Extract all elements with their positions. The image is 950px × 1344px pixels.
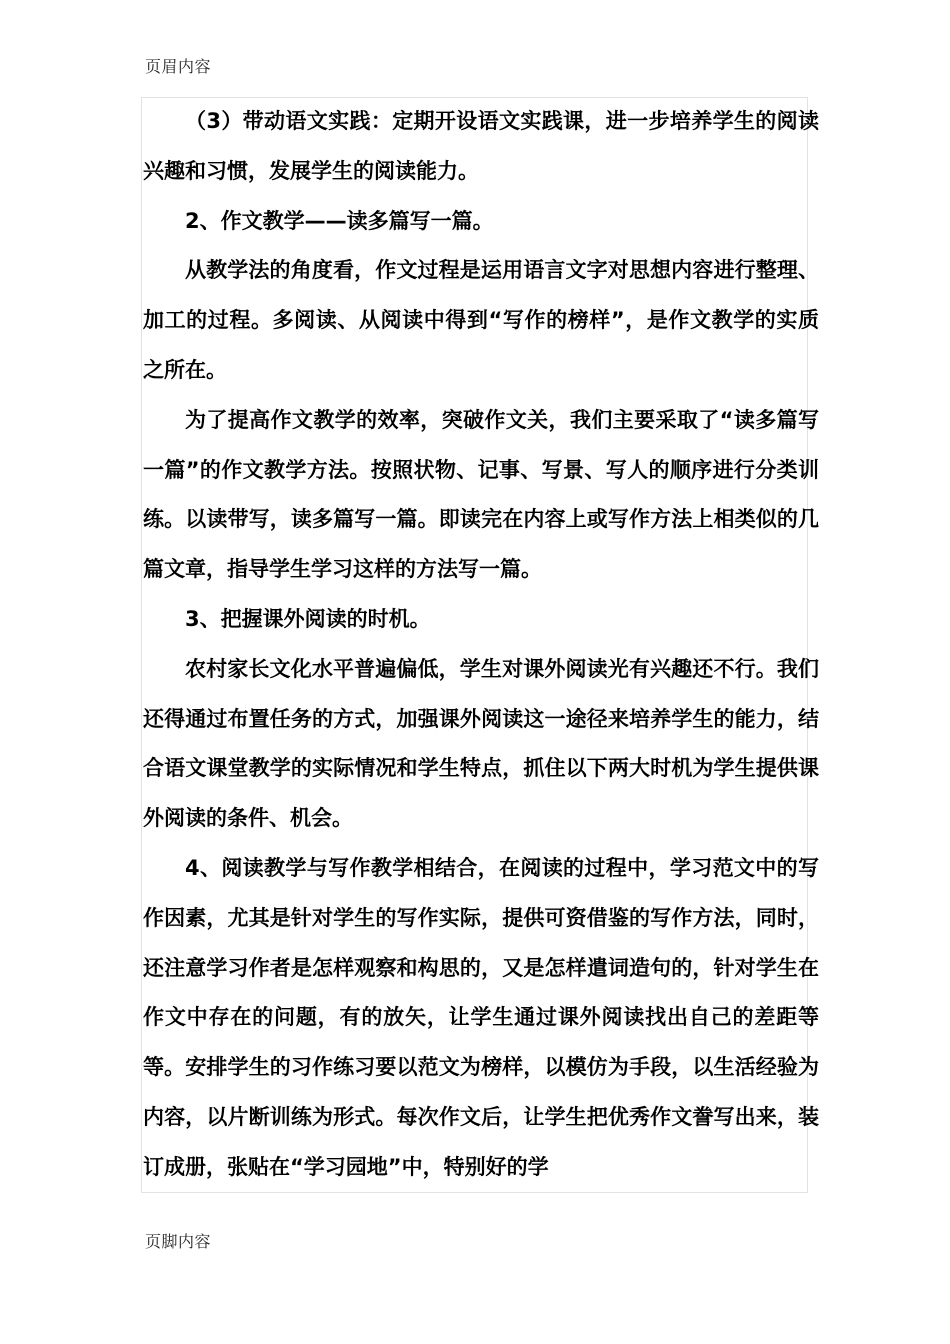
paragraph-rural-parents: 农村家长文化水平普遍偏低，学生对课外阅读光有兴趣还不行。我们还得通过布置任务的方式，加强课外阅读这一途径来培养学生的能力，结合语文课堂教学的实际情况和学生特点，抓住以下两大时机为学生提供课外阅读的条件、机会。 [143,656,819,831]
paragraph-practice: （3）带动语文实践：定期开设语文实践课，进一步培养学生的阅读兴趣和习惯，发展学生的阅读能力。 [143,109,819,183]
paragraph-teaching-method: 从教学法的角度看，作文过程是运用语言文字对思想内容进行整理、加工的过程。多阅读、从阅读中得到“写作的榜样”，是作文教学的实质之所在。 [143,258,819,382]
heading-composition-teaching: 2、作文教学——读多篇写一篇。 [185,208,494,233]
paragraph-reading-writing-combined: 4、阅读教学与写作教学相结合，在阅读的过程中，学习范文中的写作因素，尤其是针对学生的写作实际，提供可资借鉴的写作方法，同时，还注意学习作者是怎样观察和构思的，又是怎样遣词造句的，针对学生在作文中存在的问题，有的放矢，让学生通过课外阅读找出自己的差距等等。安排学生的习作练习要以范文为榜样，以模仿为手段，以生活经验为内容，以片断训练为形式。每次作文后，让学生把优秀作文誊写出来，装订成册，张贴在“学习园地”中，特别好的学 [143,855,819,1179]
heading-extracurricular-timing: 3、把握课外阅读的时机。 [185,606,431,631]
page-header: 页眉内容 [145,57,212,76]
page-footer: 页脚内容 [145,1232,212,1251]
paragraph-efficiency: 为了提高作文教学的效率，突破作文关，我们主要采取了“读多篇写一篇”的作文教学方法。按照状物、记事、写景、写人的顺序进行分类训练。以读带写，读多篇写一篇。即读完在内容上或写作方法上相类似的几篇文章，指导学生学习这样的方法写一篇。 [143,407,819,582]
document-body [143,97,819,1193]
